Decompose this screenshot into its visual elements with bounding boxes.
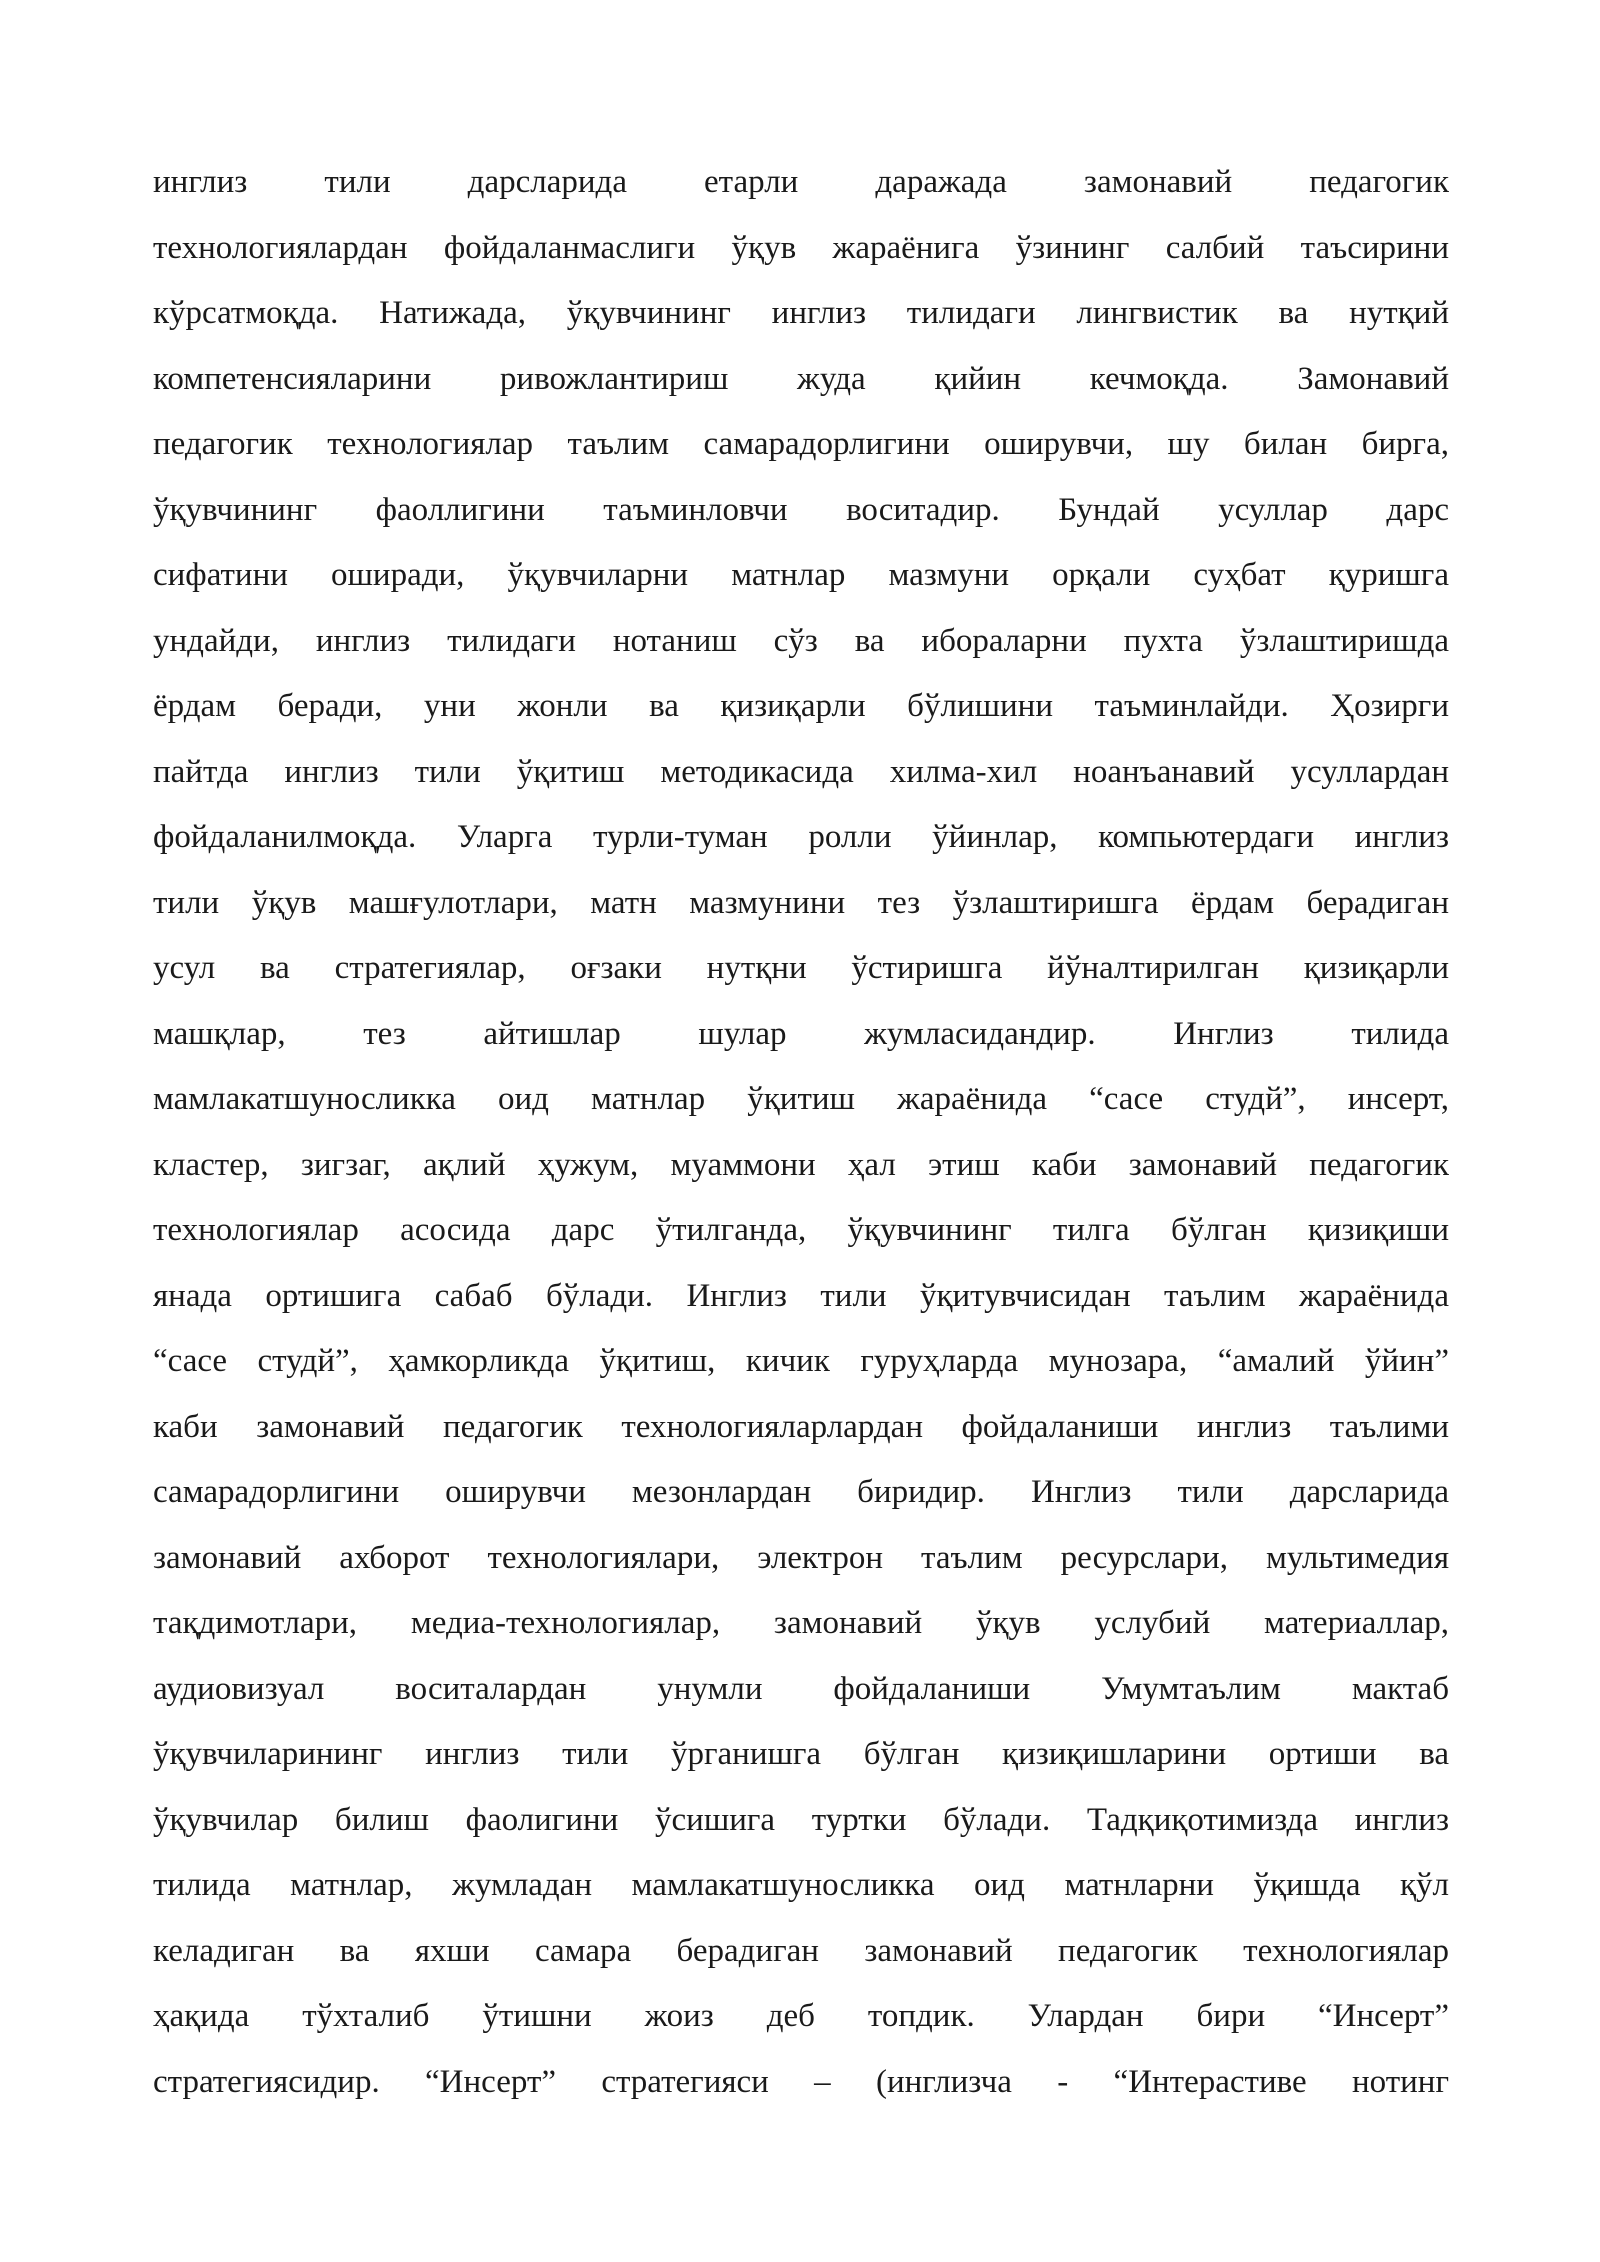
text-line: кўрсатмоқда. Натижада, ўқувчининг инглиз тилидаги лингвистик ва нутқий — [153, 295, 1449, 331]
text-line: инглиз тили дарсларида етарли даражада замонавий педагогик — [153, 164, 1449, 200]
text-line: технологиялар асосида дарс ўтилганда, ўқувчининг тилга бўлган қизиқиши — [153, 1212, 1449, 1248]
text-line: ўқувчилар билиш фаолигини ўсишига туртки бўлади. Тадқиқотимизда инглиз — [153, 1801, 1449, 1838]
text-line: ёрдам беради, уни жонли ва қизиқарли бўлишини таъминлайди. Ҳозирги — [153, 688, 1449, 724]
text-line: ўқувчининг фаоллигини таъминловчи воситадир. Бундай усуллар дарс — [153, 491, 1449, 528]
body-paragraph — [153, 150, 1449, 2115]
text-line: мамлакатшуносликка оид матнлар ўқитиш жараёнида “сасе студй”, инсерт, — [153, 1081, 1449, 1117]
text-line: замонавий ахборот технологиялари, электрон таълим ресурслари, мультимедия — [153, 1539, 1449, 1576]
text-line: тилида матнлар, жумладан мамлакатшуносликка оид матнларни ўқишда қўл — [153, 1867, 1449, 1903]
text-line: фойдаланилмоқда. Уларга турли-туман ролли ўйинлар, компьютердаги инглиз — [153, 819, 1449, 855]
text-line: янада ортишига сабаб бўлади. Инглиз тили ўқитувчисидан таълим жараёнида — [153, 1277, 1449, 1314]
text-line: тақдимотлари, медиа-технологиялар, замонавий ўқув услубий материаллар, — [153, 1605, 1449, 1641]
text-line: компетенсияларини ривожлантириш жуда қийин кечмоқда. Замонавий — [153, 360, 1449, 397]
text-line: ўқувчиларининг инглиз тили ўрганишга бўлган қизиқишларини ортиши ва — [153, 1736, 1449, 1772]
text-line: педагогик технологиялар таълим самарадорлигини оширувчи, шу билан бирга, — [153, 426, 1449, 462]
text-line: ундайди, инглиз тилидаги нотаниш сўз ва ибораларни пухта ўзлаштиришда — [153, 622, 1449, 659]
text-line: технологиялардан фойдаланмаслиги ўқув жараёнига ўзининг салбий таъсирини — [153, 229, 1449, 266]
text-line: “сасе студй”, ҳамкорликда ўқитиш, кичик гуруҳларда мунозара, “амалий ўйин” — [153, 1343, 1449, 1379]
text-line: келадиган ва яхши самара берадиган замонавий педагогик технологиялар — [153, 1932, 1449, 1969]
text-line: стратегиясидир. “Инсерт” стратегияси – (инглизча - “Интерастиве нотинг — [153, 2063, 1449, 2100]
text-line: аудиовизуал воситалардан унумли фойдаланиши Умумтаълим мактаб — [153, 1670, 1449, 1707]
text-line: сифатини оширади, ўқувчиларни матнлар мазмуни орқали суҳбат қуришга — [153, 557, 1449, 593]
text-line: кластер, зигзаг, ақлий ҳужум, муаммони ҳал этиш каби замонавий педагогик — [153, 1146, 1449, 1183]
text-line: ҳақида тўхталиб ўтишни жоиз деб топдик. Улардан бири “Инсерт” — [153, 1998, 1449, 2034]
text-line: усул ва стратегиялар, оғзаки нутқни ўстиришга йўналтирилган қизиқарли — [153, 950, 1449, 986]
text-line: машқлар, тез айтишлар шулар жумласидандир. Инглиз тилида — [153, 1015, 1449, 1052]
text-line: самарадорлигини оширувчи мезонлардан биридир. Инглиз тили дарсларида — [153, 1474, 1449, 1510]
text-line: тили ўқув машғулотлари, матн мазмунини тез ўзлаштиришга ёрдам берадиган — [153, 884, 1449, 921]
text-line: каби замонавий педагогик технологияларлардан фойдаланиши инглиз таълими — [153, 1408, 1449, 1445]
text-line: пайтда инглиз тили ўқитиш методикасида хилма-хил ноанъанавий усуллардан — [153, 753, 1449, 790]
